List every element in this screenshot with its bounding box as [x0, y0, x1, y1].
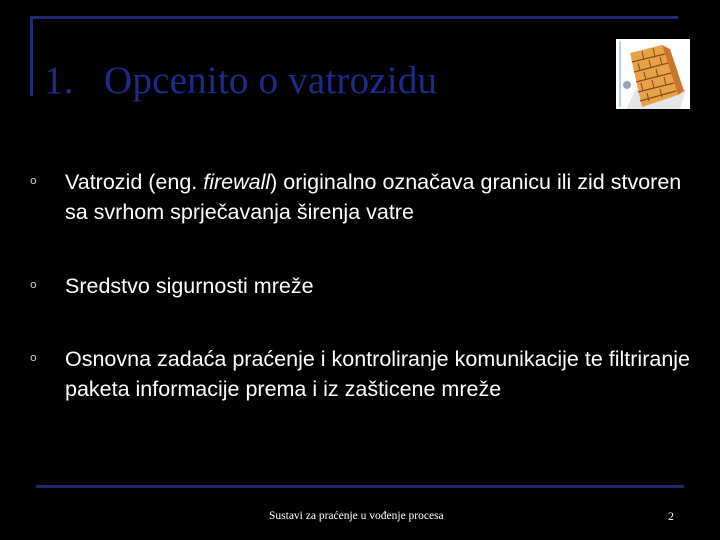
top-frame-line: [30, 16, 678, 19]
left-frame-line: [30, 16, 33, 96]
firewall-brick-wall-icon: [616, 39, 690, 109]
page-number: 2: [668, 509, 674, 523]
bullet-marker: o: [30, 174, 37, 187]
bullet-text: Sredstvo sigurnosti mreže: [65, 274, 314, 298]
bullet-marker: o: [30, 278, 37, 291]
bullet-text-part: Vatrozid (eng.: [65, 170, 204, 194]
title-number: 1.: [44, 59, 74, 102]
bullet-text: [65, 167, 690, 227]
bullet-text-part: ) originalno označava granicu ili zid stvoren sa svrhom sprječavanja širenja vatre: [65, 170, 682, 224]
slide-title: [44, 58, 437, 103]
footer-text: Sustavi za praćenje u vođenje procesa: [269, 510, 444, 522]
bullet-text: Osnovna zadaća praćenje i kontroliranje komunikacije te filtriranje paketa informacije prema i iz zašticene mreže: [65, 347, 691, 401]
footer-line: [36, 485, 684, 488]
bullet-text-italic: firewall: [203, 170, 271, 194]
title-text: Opcenito o vatrozidu: [104, 59, 438, 102]
bullet-marker: o: [30, 351, 37, 364]
